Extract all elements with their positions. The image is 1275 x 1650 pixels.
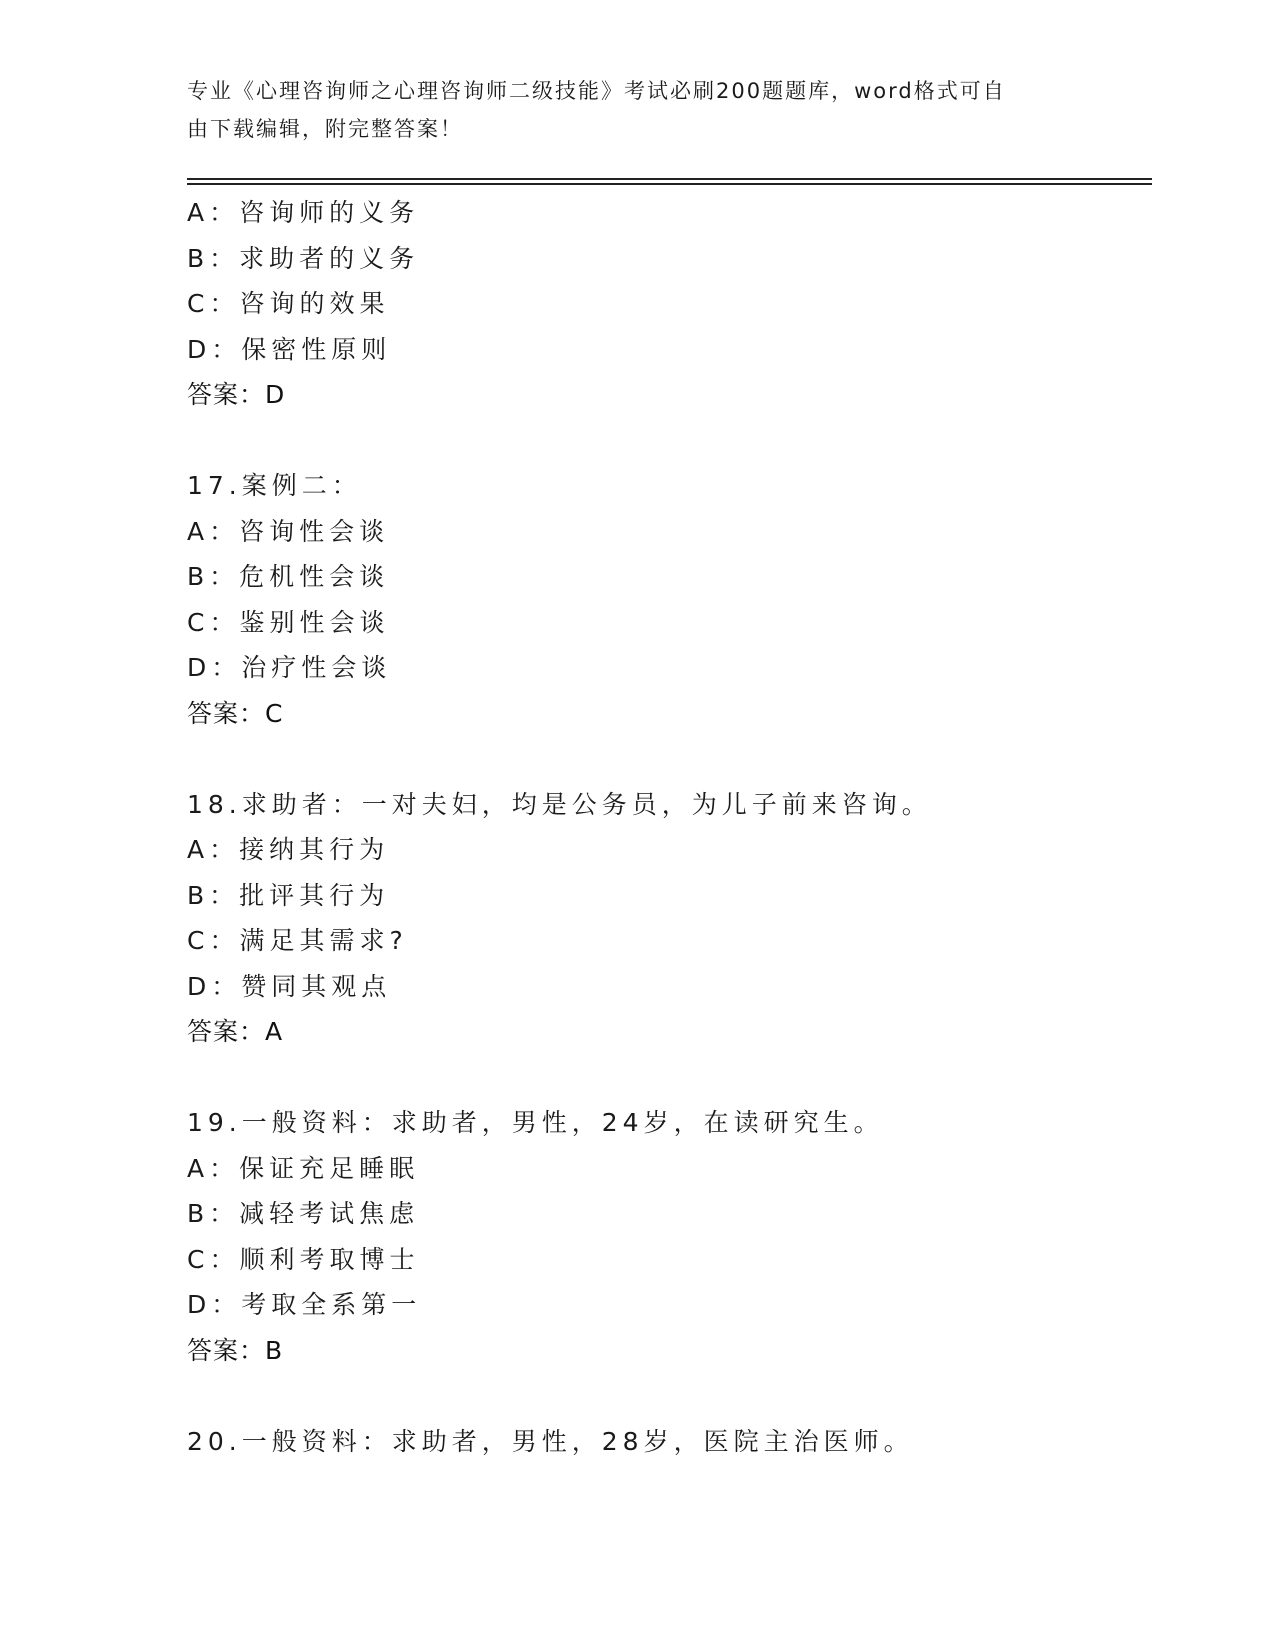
question-block-16: [187, 190, 1147, 418]
header-divider-top: [187, 178, 1152, 180]
option-d: D：治疗性会谈: [187, 653, 392, 682]
option-c: C：鉴别性会谈: [187, 607, 390, 637]
question-text: 19.一般资料：求助者，男性，24岁，在读研究生。: [187, 1108, 884, 1137]
question-text: 20.一般资料：求助者，男性，28岁，医院主治医师。: [187, 1426, 914, 1456]
answer-line: 答案：C: [187, 698, 284, 728]
question-block-20: [187, 1419, 1147, 1465]
answer-line: 答案：A: [187, 1017, 284, 1046]
question-block-19: [187, 1100, 1147, 1373]
option-c: C：顺利考取博士: [187, 1244, 420, 1274]
question-text: 18.求助者：一对夫妇，均是公务员，为儿子前来咨询。: [187, 789, 932, 819]
option-c: C：满足其需求?: [187, 926, 408, 955]
option-a: A：咨询师的义务: [187, 198, 420, 227]
option-a: A：接纳其行为: [187, 835, 390, 864]
header-line-2: 由下载编辑，附完整答案！: [187, 117, 463, 141]
block-spacer: [187, 736, 1147, 782]
block-spacer: [187, 1373, 1147, 1419]
option-b: B：减轻考试焦虑: [187, 1199, 420, 1228]
question-block-17: [187, 463, 1147, 736]
option-d: D：赞同其观点: [187, 971, 392, 1001]
option-c: C：咨询的效果: [187, 289, 390, 318]
option-b: B：批评其行为: [187, 880, 390, 910]
question-block-18: [187, 782, 1147, 1055]
option-a: A：保证充足睡眠: [187, 1153, 420, 1183]
option-b: B：求助者的义务: [187, 243, 420, 273]
header-divider-bottom: [187, 183, 1152, 185]
document-header: [187, 72, 1087, 148]
option-b: B：危机性会谈: [187, 562, 390, 591]
question-text: 17.案例二：: [187, 471, 362, 500]
option-a: A：咨询性会谈: [187, 516, 390, 546]
block-spacer: [187, 418, 1147, 464]
question-list: [187, 190, 1147, 1464]
header-line-1: 专业《心理咨询师之心理咨询师二级技能》考试必刷200题题库，word格式可自: [187, 79, 1006, 103]
answer-line: 答案：B: [187, 1335, 284, 1365]
option-d: D：保密性原则: [187, 334, 392, 364]
option-d: D：考取全系第一: [187, 1290, 422, 1319]
answer-line: 答案：D: [187, 380, 286, 409]
block-spacer: [187, 1055, 1147, 1101]
